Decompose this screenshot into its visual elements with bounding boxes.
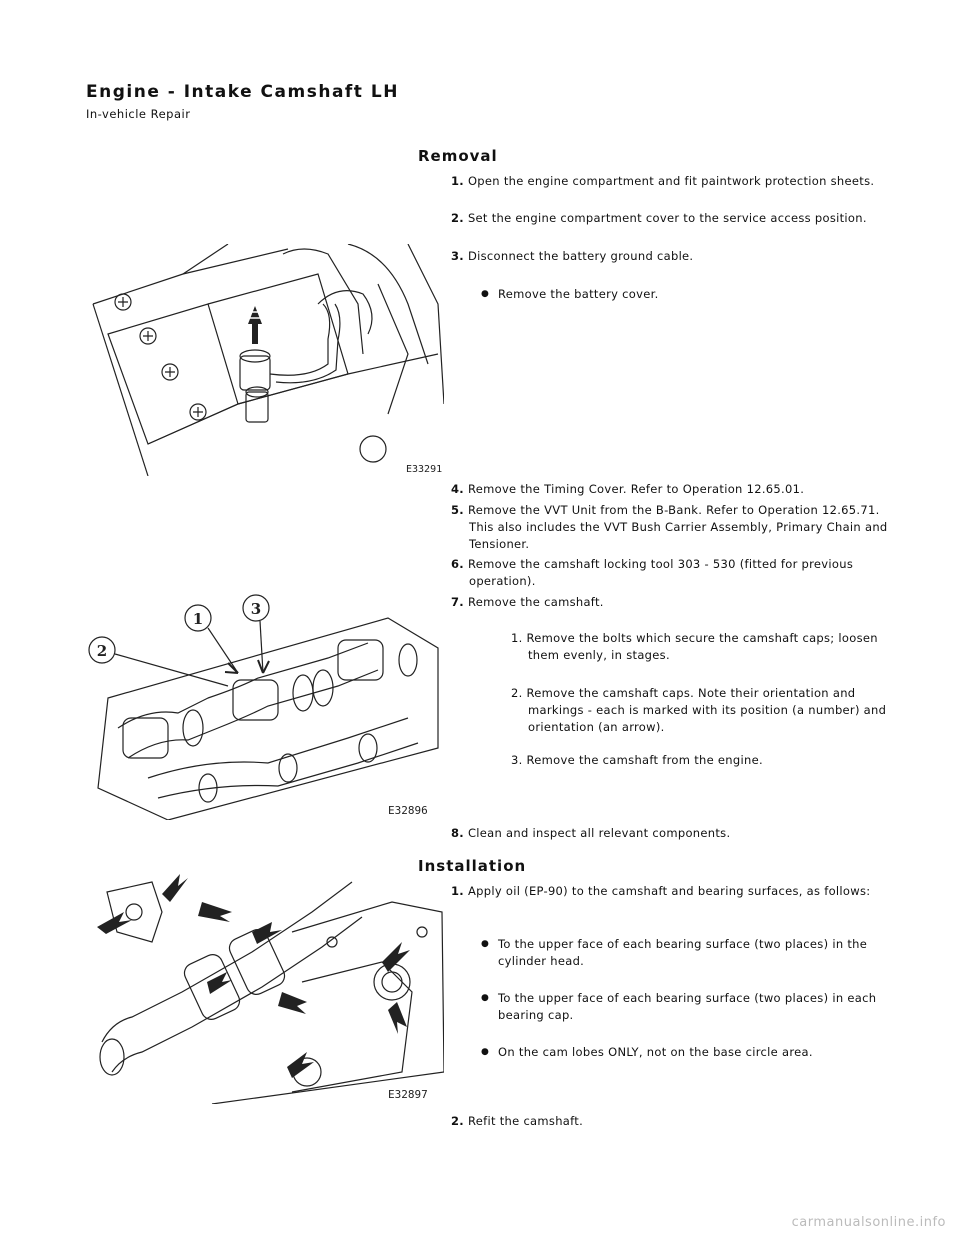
removal-step-7: 7. Remove the camshaft. <box>451 595 604 609</box>
figure-battery-ground-cable <box>88 244 444 476</box>
installation-step-1: 1. Apply oil (EP-90) to the camshaft and bearing surfaces, as follows: <box>451 884 871 898</box>
figure-camshaft-oil-points <box>92 872 444 1104</box>
figure-code: E33291 <box>406 464 443 475</box>
installation-step-2: 2. Refit the camshaft. <box>451 1114 584 1128</box>
removal-step-3: 3. Disconnect the battery ground cable. <box>451 249 694 263</box>
figure-code: E32896 <box>388 804 428 817</box>
installation-heading: Installation <box>418 857 527 875</box>
removal-heading: Removal <box>418 147 498 165</box>
removal-step-3-bullet: ● Remove the battery cover. <box>481 286 898 303</box>
removal-step-4: 4. Remove the Timing Cover. Refer to Operation 12.65.01. <box>451 482 805 496</box>
callout-2: 2 <box>96 642 108 660</box>
removal-step-7-sub-2: 2. Remove the camshaft caps. Note their orientation and markings - each is marked with its position (a number) and orientation (an arrow). <box>511 686 887 734</box>
figure-camshaft-caps <box>88 588 444 820</box>
removal-step-2: 2. Set the engine compartment cover to the service access position. <box>451 211 867 225</box>
page-title: Engine - Intake Camshaft LH <box>86 82 399 102</box>
removal-step-7-sub-3: 3. Remove the camshaft from the engine. <box>511 753 763 767</box>
removal-step-8: 8. Clean and inspect all relevant components. <box>451 826 731 840</box>
removal-step-1: 1. Open the engine compartment and fit paintwork protection sheets. <box>451 174 875 188</box>
installation-bullet-3: ● On the cam lobes ONLY, not on the base circle area. <box>481 1044 898 1061</box>
figure-code: E32897 <box>388 1088 428 1101</box>
callout-3: 3 <box>250 600 262 618</box>
callout-1: 1 <box>192 610 204 628</box>
installation-bullet-2: ● To the upper face of each bearing surface (two places) in each bearing cap. <box>481 990 898 1024</box>
removal-step-6: 6. Remove the camshaft locking tool 303 - 530 (fitted for previous operation). <box>451 557 854 588</box>
removal-step-5: 5. Remove the VVT Unit from the B-Bank. Refer to Operation 12.65.71. This also includes the VVT Bush Carrier Assembly, Primary Chain and Tensioner. <box>451 503 888 551</box>
page-subtitle: In-vehicle Repair <box>86 107 191 121</box>
installation-bullet-1: ● To the upper face of each bearing surface (two places) in the cylinder head. <box>481 936 898 970</box>
watermark: carmanualsonline.info <box>791 1215 946 1230</box>
removal-step-7-sub-1: 1. Remove the bolts which secure the camshaft caps; loosen them evenly, in stages. <box>511 631 878 662</box>
